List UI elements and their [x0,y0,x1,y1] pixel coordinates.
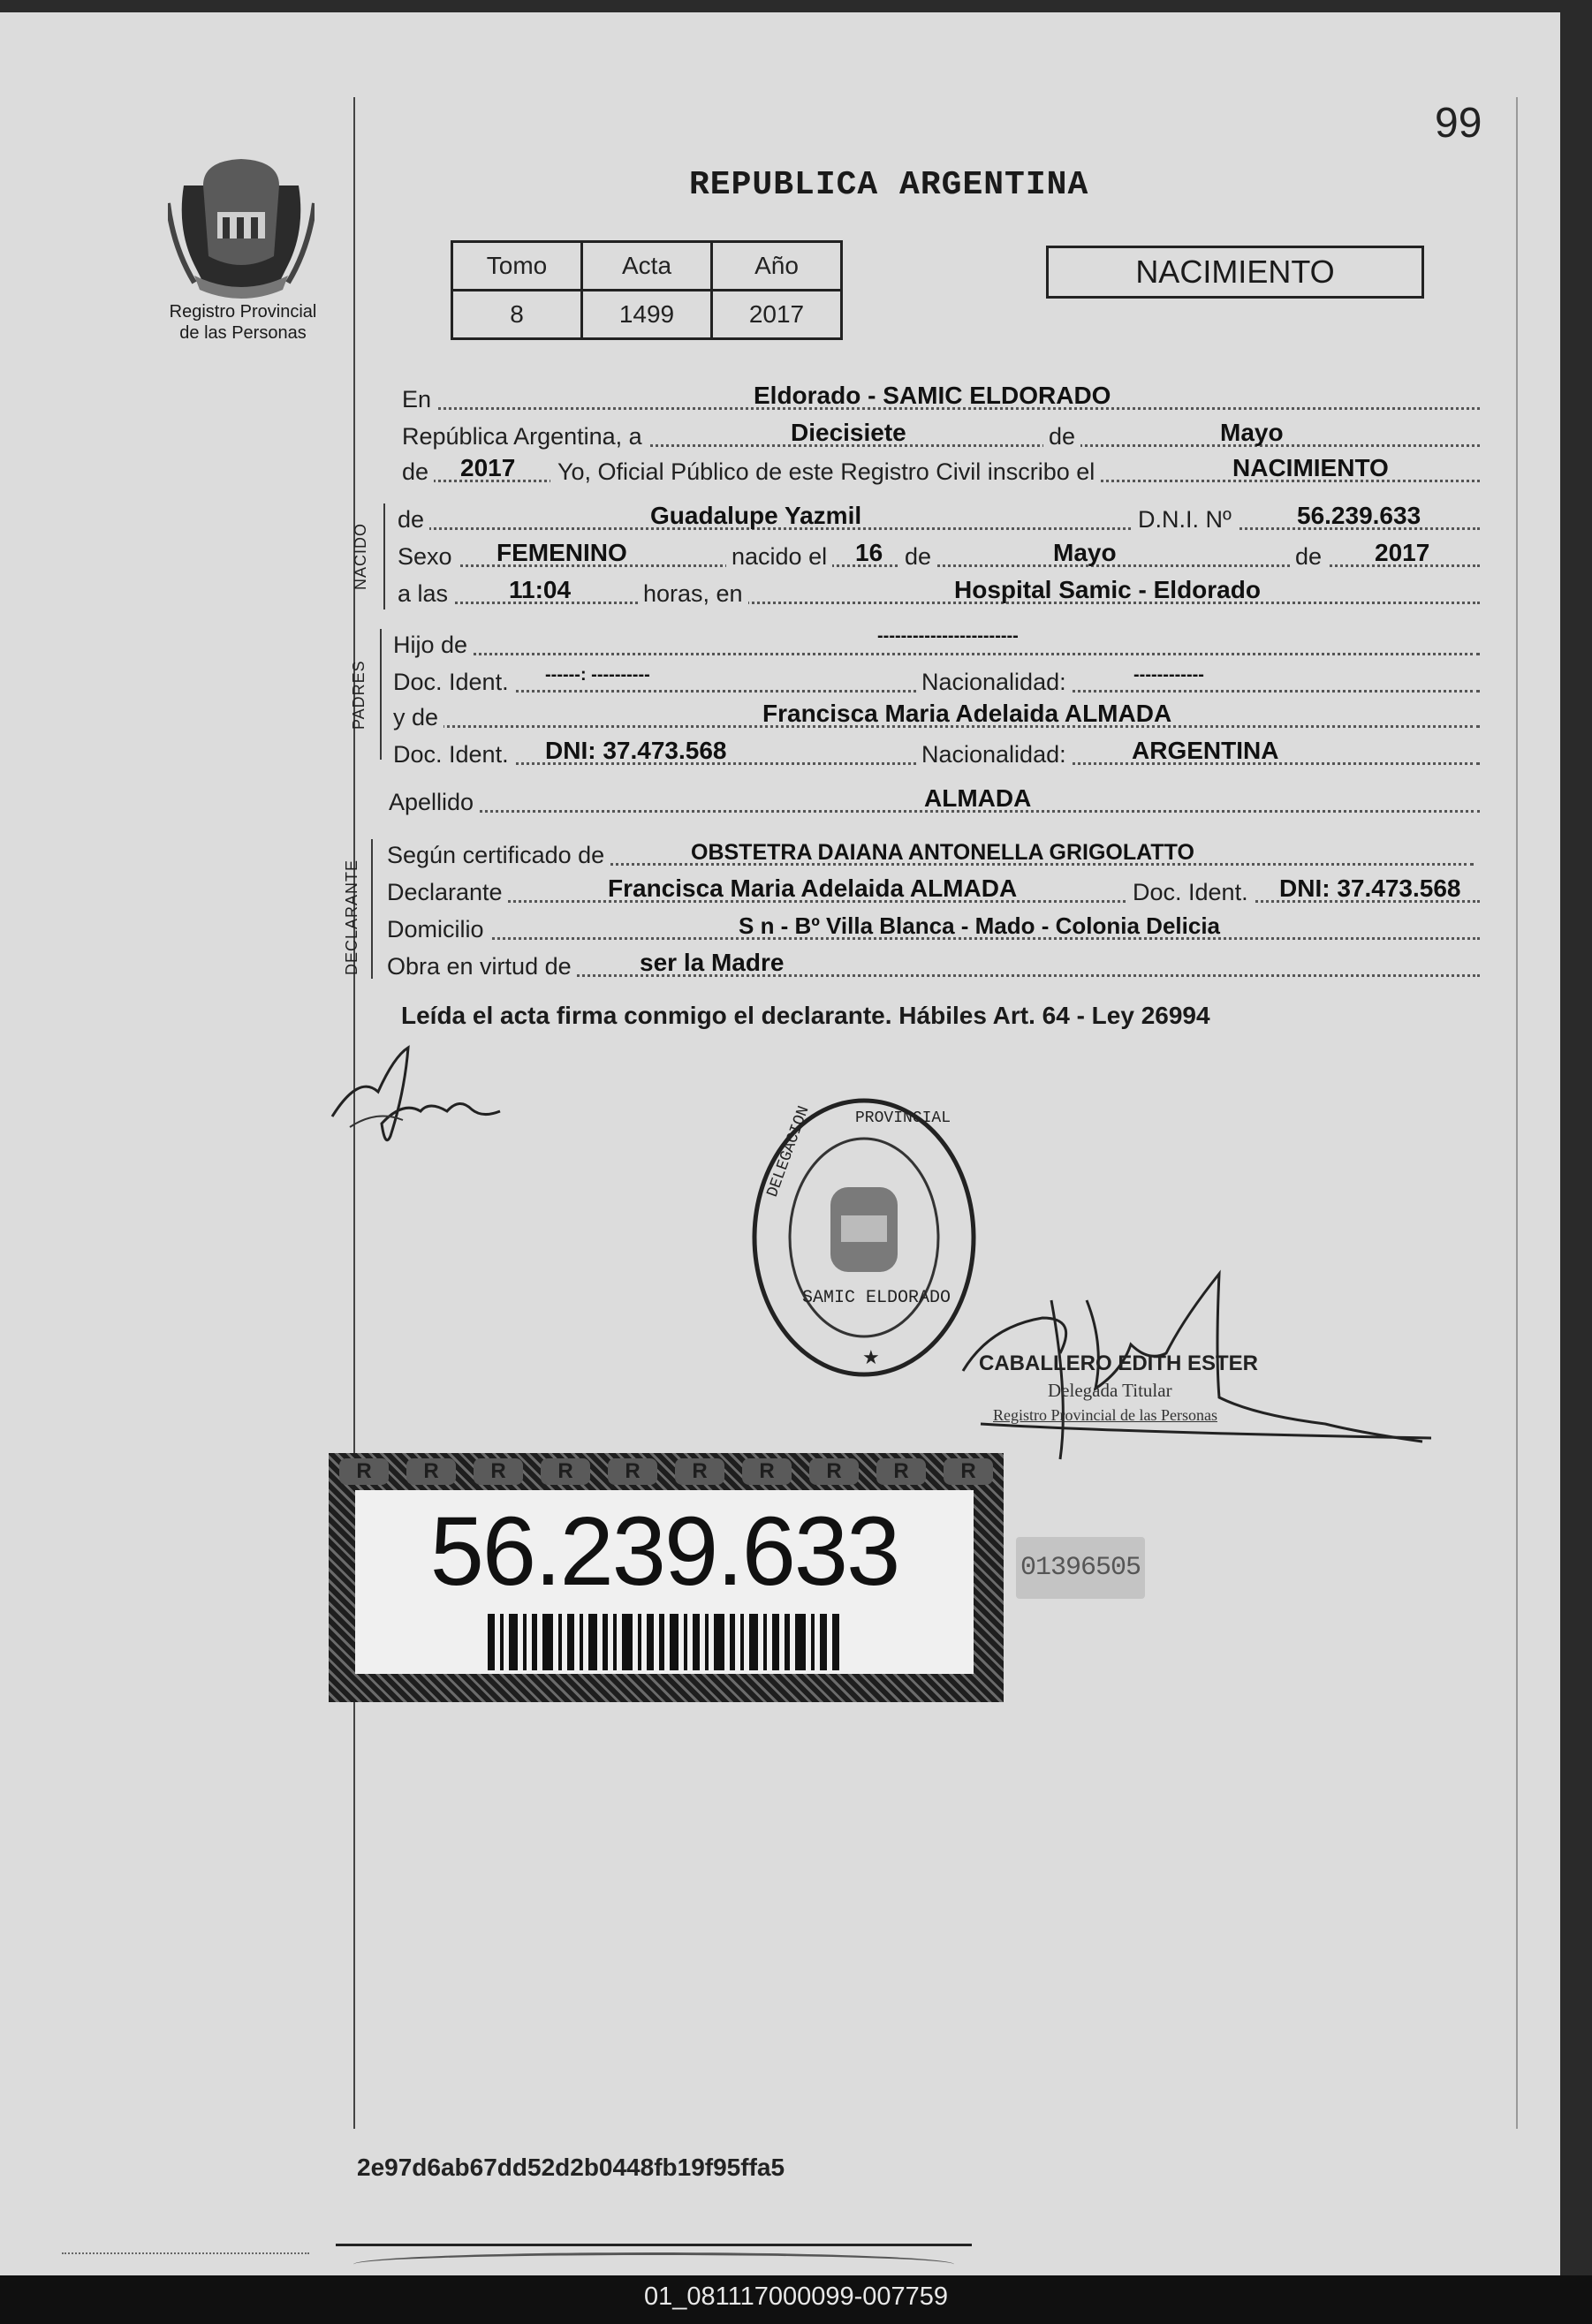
label-nacido-de-mes: de [899,543,936,571]
dni-barcode-sticker [329,1453,1004,1702]
value-dia: Diecisiete [791,419,906,446]
declarant-signature-icon [323,1039,514,1154]
emblem-caption-line1: Registro Provincial [169,302,317,322]
volume-table [451,240,843,340]
label-declarante: Declarante [387,879,508,906]
emblem-caption-line2: de las Personas [179,323,307,343]
label-padre-doc: Doc. Ident. [393,669,514,696]
field-sexo-fecha [398,539,1480,572]
value-madre-doc: DNI: 37.473.568 [545,737,727,764]
anio-value: 2017 [712,291,842,339]
acta-value: 1499 [582,291,712,339]
label-padre-nac: Nacionalidad: [916,669,1072,696]
value-obra: ser la Madre [640,949,785,976]
label-domicilio: Domicilio [387,916,489,943]
bottom-dotted-rule [62,2252,309,2254]
label-sexo: Sexo [398,543,458,571]
value-dni: 56.239.633 [1297,502,1421,529]
value-hora: 11:04 [509,576,572,603]
value-nacido-nombre: Guadalupe Yazmil [650,502,862,529]
value-mes: Mayo [1220,419,1284,446]
field-apellido [389,784,1480,818]
value-certificado: OBSTETRA DAIANA ANTONELLA GRIGOLATTO [691,840,1194,865]
label-madre-doc: Doc. Ident. [393,741,514,768]
value-nacido-dia: 16 [855,539,883,566]
label-de-anio: de [402,458,434,486]
label-obra: Obra en virtud de [387,953,577,980]
value-padre-doc: ------: ---------- [545,665,650,685]
scan-right-edge [1560,0,1592,2324]
value-declarante: Francisca Maria Adelaida ALMADA [608,874,1018,902]
field-madre [393,700,1480,733]
field-hora-lugar [398,576,1480,609]
value-nacido-anio: 2017 [1375,539,1430,566]
value-madre: Francisca Maria Adelaida ALMADA [762,700,1172,727]
serial-stamp: 01396505 [1016,1537,1145,1599]
value-declarante-doc: DNI: 37.473.568 [1279,874,1461,902]
tomo-value: 8 [452,291,582,339]
svg-text:PROVINCIAL: PROVINCIAL [855,1109,951,1127]
field-fecha [402,419,1480,452]
field-padre-doc [393,665,1480,698]
value-sexo: FEMENINO [497,539,627,566]
closing-statement: Leída el acta firma conmigo el declarante. Hábiles Art. 64 - Ley 26994 [401,1002,1210,1029]
bottom-cutoff-handwriting [336,2244,972,2274]
anio-header: Año [712,242,842,291]
nacido-section-label: NACIDO [352,522,369,590]
value-tipo: NACIMIENTO [1232,454,1389,481]
value-nacido-mes: Mayo [1053,539,1117,566]
label-nacido-de: de [398,506,429,534]
svg-text:DELEGACION: DELEGACION [763,1103,814,1200]
value-anio: 2017 [460,454,516,481]
barcode-r-marks: R R R R R R R R R R [339,1458,993,1488]
nacido-divider [383,503,385,609]
scan-top-edge [0,0,1592,12]
page-number: 99 [1435,100,1482,147]
label-oficial: Yo, Oficial Público de este Registro Civil inscribo el [550,458,1100,486]
label-y-de: y de [393,704,443,731]
acta-header: Acta [582,242,712,291]
document-title: REPUBLICA ARGENTINA [689,166,1089,204]
label-a-las: a las [398,580,453,608]
footer-id: 01_081117000099-007759 [643,2282,949,2311]
label-dni: D.N.I. Nº [1133,506,1237,534]
label-apellido: Apellido [389,789,479,816]
official-role: Delegada Titular [1048,1380,1172,1401]
record-type-box: NACIMIENTO [1046,246,1424,299]
value-nacido-lugar: Hospital Samic - Eldorado [954,576,1261,603]
declarante-divider [371,839,373,979]
declarante-section-label: DECLARANTE [343,859,360,975]
field-obra [387,949,1480,982]
value-domicilio: S n - Bº Villa Blanca - Mado - Colonia Delicia [739,912,1221,939]
padres-section-label: PADRES [350,660,368,730]
svg-text:★: ★ [862,1346,880,1368]
barcode-bars-icon [488,1614,841,1670]
tomo-header: Tomo [452,242,582,291]
field-nacido-nombre [398,502,1480,535]
value-padre: ------------------------ [877,626,1019,646]
official-name: CABALLERO EDITH ESTER [979,1351,1259,1375]
value-lugar: Eldorado - SAMIC ELDORADO [754,382,1111,409]
label-certificado: Según certificado de [387,842,610,869]
label-de-mes: de [1043,423,1080,450]
document-hash: 2e97d6ab67dd52d2b0448fb19f95ffa5 [357,2154,785,2181]
field-declarante [387,874,1480,908]
value-padre-nac: ------------ [1133,665,1204,685]
value-apellido: ALMADA [924,784,1032,812]
province-emblem-icon [168,150,315,299]
field-madre-doc [393,737,1480,770]
field-certificado [387,841,1474,871]
svg-text:SAMIC ELDORADO: SAMIC ELDORADO [802,1288,951,1308]
label-nacido-el: nacido el [726,543,832,571]
field-anio-tipo [402,454,1480,488]
value-madre-nac: ARGENTINA [1132,737,1279,764]
official-seal-stamp-icon [749,1092,979,1383]
label-en: En [402,386,436,413]
label-hijo-de: Hijo de [393,632,473,659]
label-horas-en: horas, en [638,580,748,608]
field-domicilio [387,912,1480,945]
label-declarante-doc: Doc. Ident. [1127,879,1254,906]
field-padre [393,626,1480,661]
barcode-number: 56.239.633 [429,1497,899,1606]
right-margin-rule [1516,97,1518,2129]
label-madre-nac: Nacionalidad: [916,741,1072,768]
padres-divider [380,629,382,760]
official-org: Registro Provincial de las Personas [993,1406,1217,1424]
label-republica: República Argentina, a [402,423,648,450]
label-nacido-de-anio: de [1290,543,1327,571]
field-en [402,382,1480,415]
